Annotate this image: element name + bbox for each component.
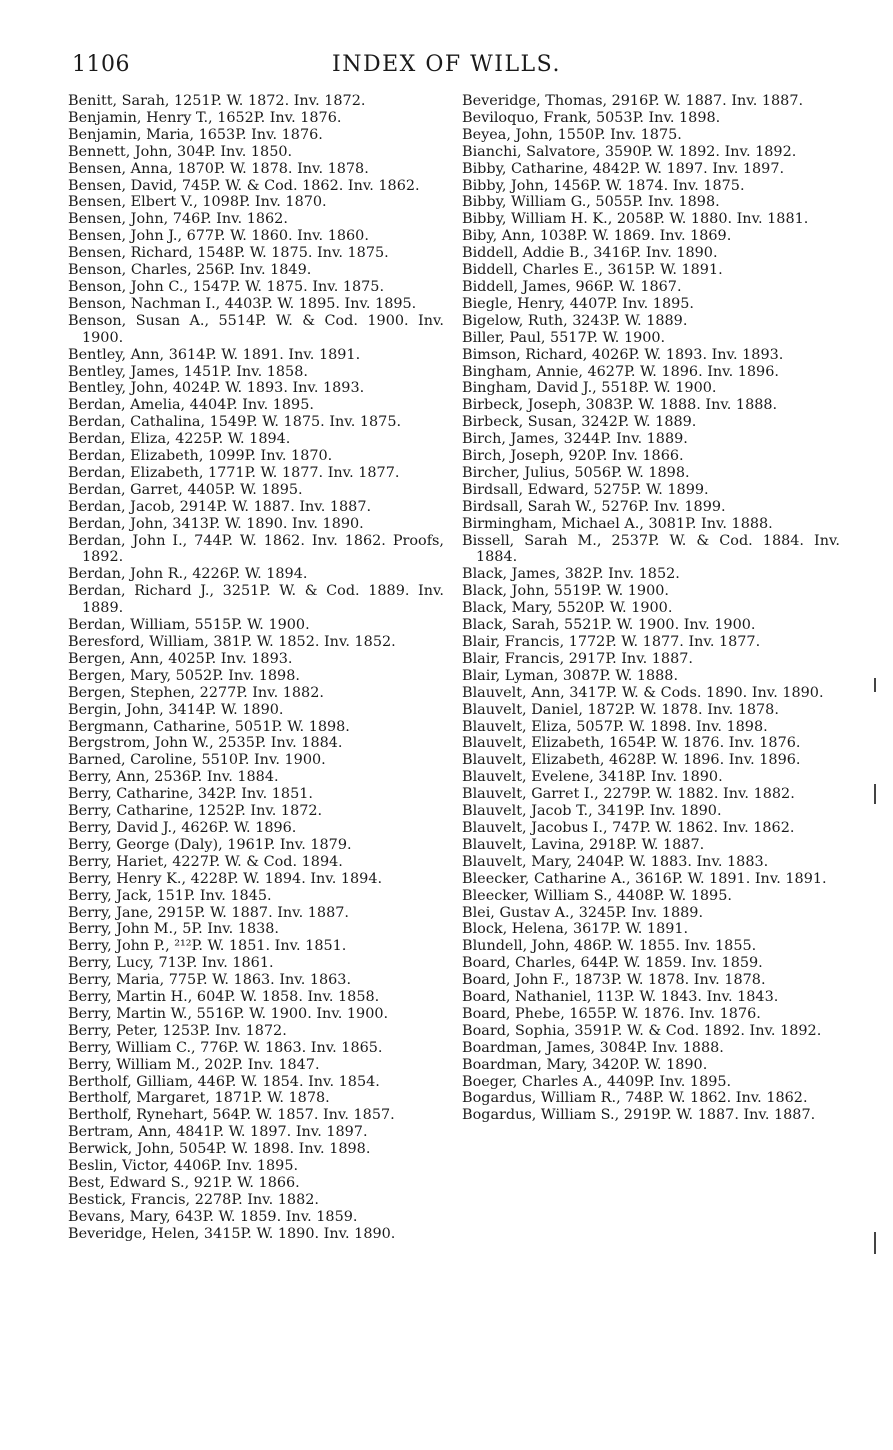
index-entry: Bensen, Richard, 1548P. W. 1875. Inv. 1875. xyxy=(68,245,389,262)
index-entry: Benson, Nachman I., 4403P. W. 1895. Inv. 1895. xyxy=(68,295,417,312)
index-entry: Bevans, Mary, 643P. W. 1859. Inv. 1859. xyxy=(68,1208,358,1225)
index-entry: Bingham, Annie, 4627P. W. 1896. Inv. 1896. xyxy=(462,363,779,380)
index-entry: Bergen, Stephen, 2277P. Inv. 1882. xyxy=(68,684,324,701)
margin-mark xyxy=(874,1232,876,1254)
index-entry: Berry, Martin H., 604P. W. 1858. Inv. 1858. xyxy=(68,989,380,1006)
index-entry: Blauvelt, Ann, 3417P. W. & Cods. 1890. Inv. 1890. xyxy=(462,684,824,701)
index-entry: Blauvelt, Lavina, 2918P. W. 1887. xyxy=(462,836,705,853)
index-entry: Berry, Ann, 2536P. Inv. 1884. xyxy=(68,769,279,786)
index-entry: Berdan, William, 5515P. W. 1900. xyxy=(68,617,310,634)
index-entry: Berry, Lucy, 713P. Inv. 1861. xyxy=(68,955,274,972)
index-entry: Bensen, Elbert V., 1098P. Inv. 1870. xyxy=(68,194,327,211)
index-entry: Bleecker, Catharine A., 3616P. W. 1891. Inv. 1891. xyxy=(462,870,827,887)
index-entry: Beslin, Victor, 4406P. Inv. 1895. xyxy=(68,1158,299,1175)
index-entry: Berry, John P., ²¹²P. W. 1851. Inv. 1851. xyxy=(68,938,347,955)
index-entry: Birdsall, Edward, 5275P. W. 1899. xyxy=(462,481,709,498)
index-entry: Berdan, Cathalina, 1549P. W. 1875. Inv. 1875. xyxy=(68,414,402,431)
index-entry: Blundell, John, 486P. W. 1855. Inv. 1855. xyxy=(462,938,757,955)
index-entry: Blauvelt, Garret I., 2279P. W. 1882. Inv. 1882. xyxy=(462,786,795,803)
index-entry: Best, Edward S., 921P. W. 1866. xyxy=(68,1175,300,1191)
index-entry: Board, Charles, 644P. W. 1859. Inv. 1859. xyxy=(462,955,763,972)
index-entry: Berry, Hariet, 4227P. W. & Cod. 1894. xyxy=(68,853,343,870)
index-entry: Blair, Francis, 2917P. Inv. 1887. xyxy=(462,650,693,667)
index-entry: Blauvelt, Jacobus I., 747P. W. 1862. Inv. 1862. xyxy=(462,819,795,836)
index-entry: Berry, Jane, 2915P. W. 1887. Inv. 1887. xyxy=(68,904,349,921)
index-entry: Bibby, William H. K., 2058P. W. 1880. Inv. 1881. xyxy=(462,211,809,228)
index-entry: Bibby, William G., 5055P. Inv. 1898. xyxy=(462,194,720,211)
index-entry: Benjamin, Maria, 1653P. Inv. 1876. xyxy=(68,126,323,143)
index-entry: Bissell, Sarah M., 2537P. W. & Cod. 1884. Inv. 1884. xyxy=(462,532,840,566)
index-entry: Bogardus, William R., 748P. W. 1862. Inv. 1862. xyxy=(462,1090,808,1107)
index-entry: Bianchi, Salvatore, 3590P. W. 1892. Inv. 1892. xyxy=(462,143,797,160)
index-entry: Barned, Caroline, 5510P. Inv. 1900. xyxy=(68,752,326,769)
index-entry: Berry, David J., 4626P. W. 1896. xyxy=(68,819,297,836)
index-entry: Bergin, John, 3414P. W. 1890. xyxy=(68,701,284,718)
index-entry: Blauvelt, Mary, 2404P. W. 1883. Inv. 1883. xyxy=(462,853,769,870)
index-entry: Berdan, Elizabeth, 1099P. Inv. 1870. xyxy=(68,448,333,465)
index-entry: Berry, Jack, 151P. Inv. 1845. xyxy=(68,887,272,904)
index-entry: Berdan, Richard J., 3251P. W. & Cod. 1889. Inv. 1889. xyxy=(68,583,444,617)
index-entry: Bertram, Ann, 4841P. W. 1897. Inv. 1897. xyxy=(68,1124,368,1141)
index-entry: Beresford, William, 381P. W. 1852. Inv. 1852. xyxy=(68,634,396,650)
index-entry: Berry, George (Daly), 1961P. Inv. 1879. xyxy=(68,836,352,853)
index-entry: Bentley, James, 1451P. Inv. 1858. xyxy=(68,363,308,380)
right-column xyxy=(462,93,840,1124)
index-entry: Birbeck, Susan, 3242P. W. 1889. xyxy=(462,414,697,431)
index-entry: Blauvelt, Evelene, 3418P. Inv. 1890. xyxy=(462,769,723,786)
index-entry: Bennett, John, 304P. Inv. 1850. xyxy=(68,143,293,160)
index-entry: Bensen, John J., 677P. W. 1860. Inv. 1860. xyxy=(68,228,369,245)
index-entry: Birmingham, Michael A., 3081P. Inv. 1888. xyxy=(462,515,773,532)
index-entry: Bensen, Anna, 1870P. W. 1878. Inv. 1878. xyxy=(68,160,369,177)
index-entry: Black, James, 382P. Inv. 1852. xyxy=(462,566,680,583)
index-entry: Blair, Lyman, 3087P. W. 1888. xyxy=(462,667,679,684)
index-entry: Bleecker, William S., 4408P. W. 1895. xyxy=(462,887,732,904)
index-entry: Biller, Paul, 5517P. W. 1900. xyxy=(462,329,666,346)
index-entry: Biddell, Charles E., 3615P. W. 1891. xyxy=(462,262,723,279)
index-entry: Berwick, John, 5054P. W. 1898. Inv. 1898. xyxy=(68,1141,371,1158)
index-entry: Berry, Catharine, 342P. Inv. 1851. xyxy=(68,786,313,803)
index-entry: Berdan, John, 3413P. W. 1890. Inv. 1890. xyxy=(68,515,364,532)
index-entry: Berdan, Jacob, 2914P. W. 1887. Inv. 1887. xyxy=(68,498,372,515)
index-entry: Berry, John M., 5P. Inv. 1838. xyxy=(68,921,280,938)
index-entry: Berdan, John I., 744P. W. 1862. Inv. 1862. Proofs, 1892. xyxy=(68,532,444,566)
index-entry: Bertholf, Margaret, 1871P. W. 1878. xyxy=(68,1090,330,1107)
index-entry: Bentley, John, 4024P. W. 1893. Inv. 1893. xyxy=(68,380,365,397)
index-entry: Black, Mary, 5520P. W. 1900. xyxy=(462,600,673,617)
page-title: INDEX OF WILLS. xyxy=(332,52,561,77)
index-entry: Biddell, James, 966P. W. 1867. xyxy=(462,278,682,295)
index-entry: Beviloquo, Frank, 5053P. Inv. 1898. xyxy=(462,109,721,126)
index-entry: Birch, Joseph, 920P. Inv. 1866. xyxy=(462,448,684,465)
index-entry: Bestick, Francis, 2278P. Inv. 1882. xyxy=(68,1191,319,1208)
index-entry: Birbeck, Joseph, 3083P. W. 1888. Inv. 1888. xyxy=(462,397,778,414)
index-entry: Bensen, David, 745P. W. & Cod. 1862. Inv. 1862. xyxy=(68,177,420,194)
index-entry: Berdan, John R., 4226P. W. 1894. xyxy=(68,566,308,583)
index-entry: Boardman, Mary, 3420P. W. 1890. xyxy=(462,1056,708,1073)
index-entry: Birdsall, Sarah W., 5276P. Inv. 1899. xyxy=(462,498,726,515)
index-entry: Biddell, Addie B., 3416P. Inv. 1890. xyxy=(462,245,718,262)
index-entry: Benson, Charles, 256P. Inv. 1849. xyxy=(68,262,312,279)
index-entry: Bertholf, Rynehart, 564P. W. 1857. Inv. 1857. xyxy=(68,1107,395,1124)
index-entry: Black, John, 5519P. W. 1900. xyxy=(462,583,669,600)
index-entry: Bircher, Julius, 5056P. W. 1898. xyxy=(462,464,690,481)
left-column xyxy=(68,93,444,1243)
index-entry: Berdan, Amelia, 4404P. Inv. 1895. xyxy=(68,397,314,414)
index-entry: Bergen, Mary, 5052P. Inv. 1898. xyxy=(68,667,300,684)
index-entry: Blauvelt, Elizabeth, 1654P. W. 1876. Inv. 1876. xyxy=(462,735,801,752)
index-entry: Berry, Henry K., 4228P. W. 1894. Inv. 1894. xyxy=(68,870,383,887)
index-entry: Boeger, Charles A., 4409P. Inv. 1895. xyxy=(462,1073,732,1090)
index-entry: Beveridge, Thomas, 2916P. W. 1887. Inv. 1887. xyxy=(462,93,804,109)
index-entry: Birch, James, 3244P. Inv. 1889. xyxy=(462,431,688,448)
margin-mark xyxy=(874,784,876,804)
index-entry: Biby, Ann, 1038P. W. 1869. Inv. 1869. xyxy=(462,228,732,245)
index-entry: Bergmann, Catharine, 5051P. W. 1898. xyxy=(68,718,350,735)
index-entry: Black, Sarah, 5521P. W. 1900. Inv. 1900. xyxy=(462,617,756,634)
index-entry: Bogardus, William S., 2919P. W. 1887. Inv. 1887. xyxy=(462,1107,816,1124)
index-entry: Berry, William M., 202P. Inv. 1847. xyxy=(68,1056,320,1073)
index-entry: Benson, Susan A., 5514P. W. & Cod. 1900. Inv. 1900. xyxy=(68,312,444,346)
index-entry: Berdan, Eliza, 4225P. W. 1894. xyxy=(68,431,291,448)
index-entry: Board, Sophia, 3591P. W. & Cod. 1892. Inv. 1892. xyxy=(462,1022,822,1039)
index-entry: Berry, William C., 776P. W. 1863. Inv. 1865. xyxy=(68,1039,383,1056)
index-entry: Beveridge, Helen, 3415P. W. 1890. Inv. 1890. xyxy=(68,1225,396,1242)
index-entry: Berry, Peter, 1253P. Inv. 1872. xyxy=(68,1022,287,1039)
index-entry: Blei, Gustav A., 3245P. Inv. 1889. xyxy=(462,904,704,921)
index-entry: Board, John F., 1873P. W. 1878. Inv. 1878. xyxy=(462,972,766,989)
page-number: 1106 xyxy=(72,52,130,77)
index-entry: Bimson, Richard, 4026P. W. 1893. Inv. 1893. xyxy=(462,346,784,363)
index-entry: Beyea, John, 1550P. Inv. 1875. xyxy=(462,126,682,143)
index-entry: Benitt, Sarah, 1251P. W. 1872. Inv. 1872. xyxy=(68,93,366,109)
index-entry: Berry, Maria, 775P. W. 1863. Inv. 1863. xyxy=(68,972,352,989)
index-entry: Boardman, James, 3084P. Inv. 1888. xyxy=(462,1039,724,1056)
index-entry: Bigelow, Ruth, 3243P. W. 1889. xyxy=(462,312,688,329)
index-entry: Berry, Catharine, 1252P. Inv. 1872. xyxy=(68,803,323,820)
index-entry: Berdan, Garret, 4405P. W. 1895. xyxy=(68,481,303,498)
index-entry: Benjamin, Henry T., 1652P. Inv. 1876. xyxy=(68,109,342,126)
index-entry: Bibby, John, 1456P. W. 1874. Inv. 1875. xyxy=(462,177,745,194)
index-entry: Berdan, Elizabeth, 1771P. W. 1877. Inv. 1877. xyxy=(68,464,400,481)
index-entry: Bingham, David J., 5518P. W. 1900. xyxy=(462,380,717,397)
index-entry: Blauvelt, Eliza, 5057P. W. 1898. Inv. 1898. xyxy=(462,718,768,735)
index-entry: Board, Phebe, 1655P. W. 1876. Inv. 1876. xyxy=(462,1005,761,1022)
index-entry: Blauvelt, Elizabeth, 4628P. W. 1896. Inv. 1896. xyxy=(462,752,801,769)
index-entry: Bergstrom, John W., 2535P. Inv. 1884. xyxy=(68,735,343,752)
index-entry: Bentley, Ann, 3614P. W. 1891. Inv. 1891. xyxy=(68,346,361,363)
margin-mark xyxy=(874,678,876,692)
index-entry: Blauvelt, Daniel, 1872P. W. 1878. Inv. 1878. xyxy=(462,701,779,718)
index-entry: Bibby, Catharine, 4842P. W. 1897. Inv. 1897. xyxy=(462,160,785,177)
index-entry: Biegle, Henry, 4407P. Inv. 1895. xyxy=(462,295,695,312)
index-entry: Blauvelt, Jacob T., 3419P. Inv. 1890. xyxy=(462,803,722,820)
index-entry: Benson, John C., 1547P. W. 1875. Inv. 1875. xyxy=(68,278,385,295)
index-entry: Bertholf, Gilliam, 446P. W. 1854. Inv. 1854. xyxy=(68,1073,380,1090)
index-entry: Block, Helena, 3617P. W. 1891. xyxy=(462,921,689,938)
index-entry: Berry, Martin W., 5516P. W. 1900. Inv. 1900. xyxy=(68,1005,389,1022)
index-entry: Blair, Francis, 1772P. W. 1877. Inv. 1877. xyxy=(462,634,761,650)
index-entry: Bensen, John, 746P. Inv. 1862. xyxy=(68,211,288,228)
index-entry: Board, Nathaniel, 113P. W. 1843. Inv. 1843. xyxy=(462,989,779,1006)
index-entry: Bergen, Ann, 4025P. Inv. 1893. xyxy=(68,650,293,667)
